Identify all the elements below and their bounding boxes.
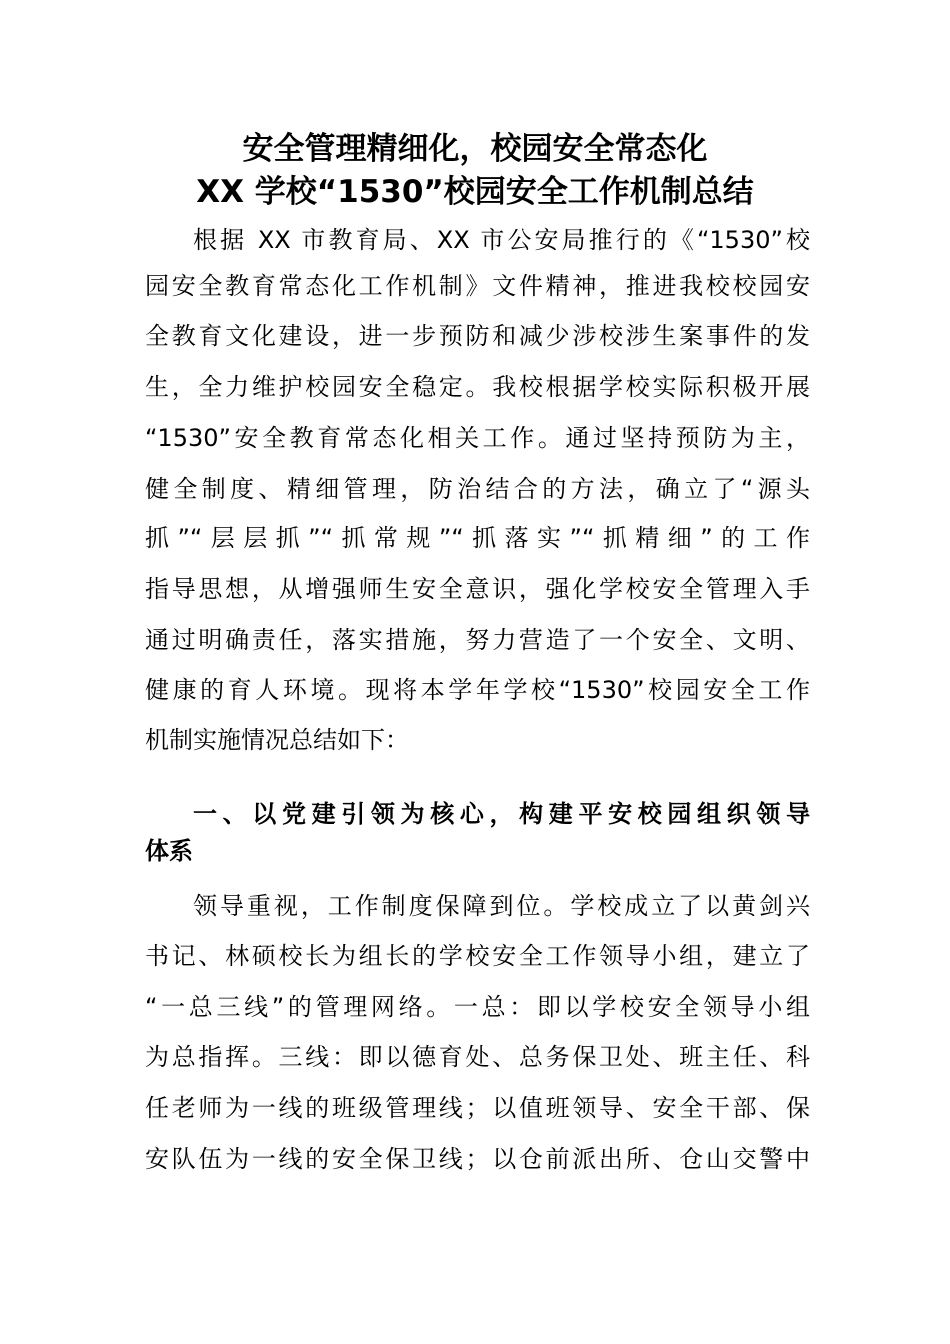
paragraph-1-line-7: 抓”“层层抓”“抓常规”“抓落实”“抓精细”的工作 xyxy=(145,524,810,552)
paragraph-2-line-4: 为总指挥。三线：即以德育处、总务保卫处、班主任、科 xyxy=(145,1043,810,1071)
paragraph-2-line-3: “一总三线”的管理网络。一总：即以学校安全领导小组 xyxy=(145,993,810,1021)
paragraph-1-line-3: 全教育文化建设，进一步预防和减少涉校涉生案事件的发 xyxy=(145,322,810,350)
document-title-line-1: 安全管理精细化，校园安全常态化 xyxy=(242,131,708,167)
paragraph-1-line-10: 健康的育人环境。现将本学年学校“1530”校园安全工作 xyxy=(145,676,810,704)
paragraph-2-line-5: 任老师为一线的班级管理线；以值班领导、安全干部、保 xyxy=(145,1094,810,1122)
paragraph-1-line-2: 园安全教育常态化工作机制》文件精神，推进我校校园安 xyxy=(145,272,810,300)
section-1-heading-line-2: 体系 xyxy=(145,837,193,865)
paragraph-2-line-2: 书记、林硕校长为组长的学校安全工作领导小组，建立了 xyxy=(145,942,810,970)
paragraph-1-line-1: 根据 XX 市教育局、XX 市公安局推行的《“1530”校 xyxy=(193,226,810,254)
paragraph-1-line-4: 生，全力维护校园安全稳定。我校根据学校实际积极开展 xyxy=(145,373,810,401)
paragraph-2-line-1: 领导重视，工作制度保障到位。学校成立了以黄剑兴 xyxy=(193,892,810,920)
paragraph-1-line-8: 指导思想，从增强师生安全意识，强化学校安全管理入手 xyxy=(145,575,810,603)
paragraph-1-line-9: 通过明确责任，落实措施，努力营造了一个安全、文明、 xyxy=(145,626,810,654)
section-1-heading-line-1: 一、以党建引领为核心，构建平安校园组织领导 xyxy=(193,800,810,828)
paragraph-1-line-11: 机制实施情况总结如下： xyxy=(145,726,409,754)
paragraph-1-line-5: “1530”安全教育常态化相关工作。通过坚持预防为主， xyxy=(145,424,810,452)
document-title-line-2: XX 学校“1530”校园安全工作机制总结 xyxy=(196,174,754,210)
paragraph-2-line-6: 安队伍为一线的安全保卫线；以仓前派出所、仓山交警中 xyxy=(145,1145,810,1173)
paragraph-1-line-6: 健全制度、精细管理，防治结合的方法，确立了“源头 xyxy=(145,475,810,503)
